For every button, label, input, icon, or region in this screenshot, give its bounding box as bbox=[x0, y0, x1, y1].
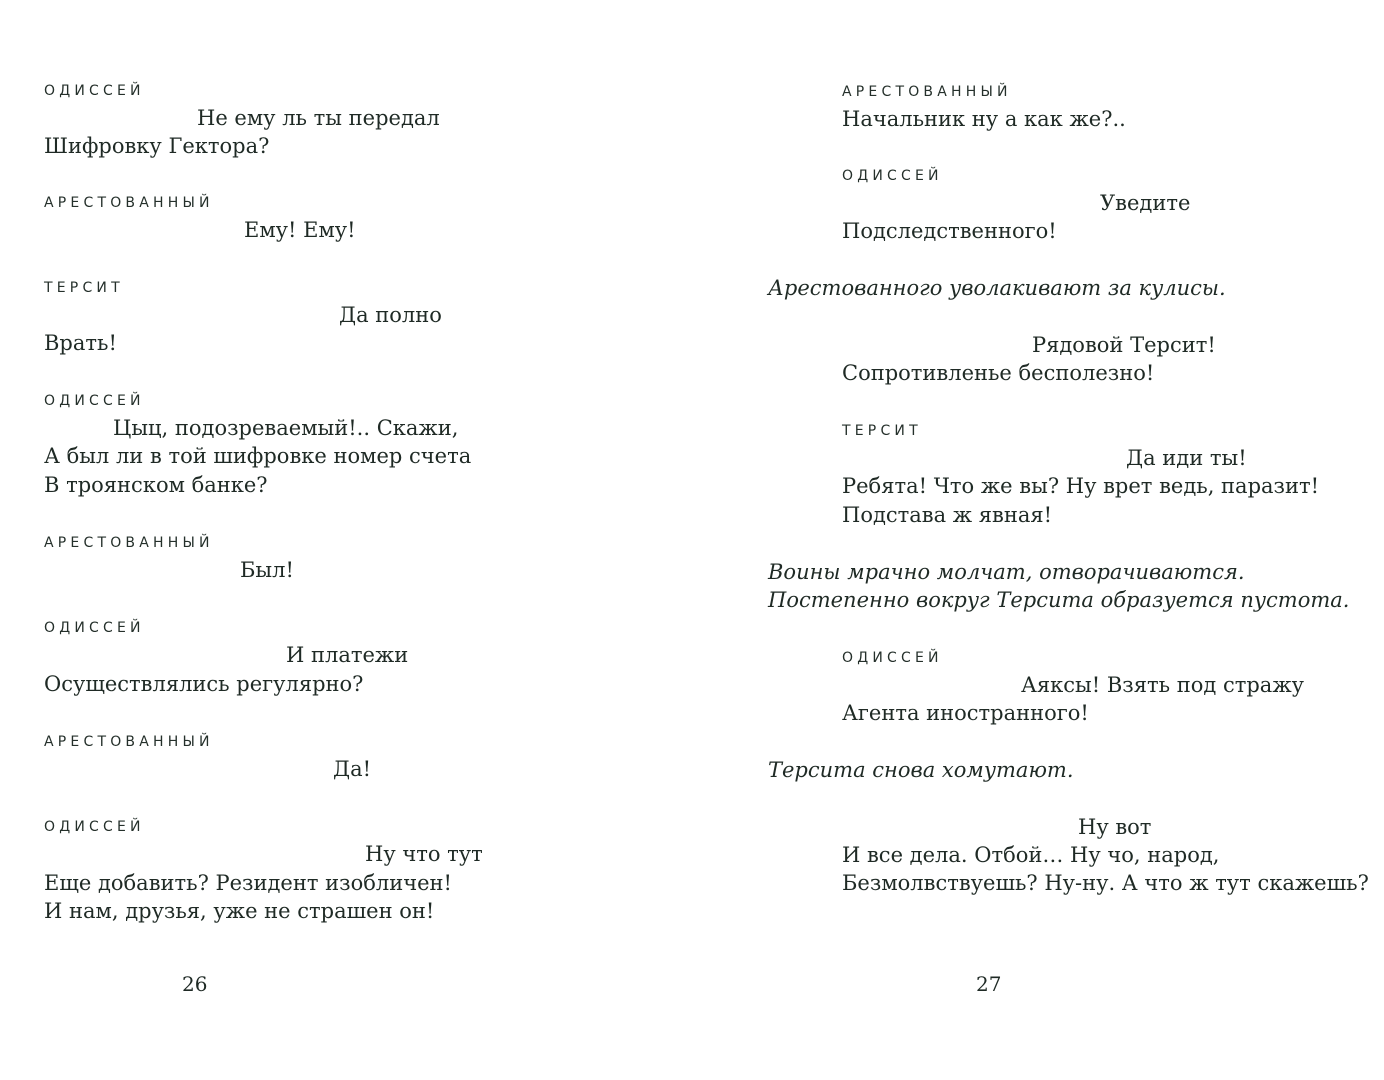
verse-line: Был! bbox=[240, 558, 294, 582]
speaker-name: ТЕРСИТ bbox=[842, 423, 922, 439]
verse-line: Подследственного! bbox=[842, 219, 1057, 243]
verse-line: Да полно bbox=[339, 303, 442, 327]
verse-line: В троянском банке? bbox=[44, 473, 268, 497]
verse-line: И нам, друзья, уже не страшен он! bbox=[44, 899, 435, 923]
speaker-name: ОДИССЕЙ bbox=[44, 83, 145, 99]
verse-line: Ему! Ему! bbox=[244, 218, 356, 242]
stage-direction: Постепенно вокруг Терсита образуется пустота. bbox=[768, 588, 1350, 612]
verse-line: Осуществлялись регулярно? bbox=[44, 672, 364, 696]
speaker-name: ОДИССЕЙ bbox=[842, 650, 943, 666]
stage-direction: Терсита снова хомутают. bbox=[768, 758, 1074, 782]
verse-line: Агента иностранного! bbox=[842, 701, 1089, 725]
verse-line: Цыц, подозреваемый!.. Скажи, bbox=[113, 416, 459, 440]
verse-line: Ну вот bbox=[1078, 815, 1152, 839]
verse-line: Ребята! Что же вы? Ну врет ведь, паразит! bbox=[842, 474, 1320, 498]
verse-line: Начальник ну а как же?.. bbox=[842, 107, 1126, 131]
page-number: 26 bbox=[182, 972, 208, 996]
verse-line: Рядовой Терсит! bbox=[1032, 333, 1216, 357]
speaker-name: АРЕСТОВАННЫЙ bbox=[44, 535, 214, 551]
verse-line: Врать! bbox=[44, 331, 117, 355]
stage-direction: Арестованного уволакивают за кулисы. bbox=[768, 276, 1226, 300]
speaker-name: ОДИССЕЙ bbox=[44, 620, 145, 636]
verse-line: Сопротивленье бесполезно! bbox=[842, 361, 1155, 385]
verse-line: Подстава ж явная! bbox=[842, 503, 1053, 527]
verse-line: Ну что тут bbox=[365, 842, 483, 866]
speaker-name: АРЕСТОВАННЫЙ bbox=[44, 195, 214, 211]
verse-line: Еще добавить? Резидент изобличен! bbox=[44, 871, 452, 895]
verse-line: Шифровку Гектора? bbox=[44, 134, 270, 158]
verse-line: И платежи bbox=[286, 643, 409, 667]
speaker-name: ОДИССЕЙ bbox=[44, 819, 145, 835]
verse-line: И все дела. Отбой… Ну чо, народ, bbox=[842, 843, 1220, 867]
speaker-name: ТЕРСИТ bbox=[44, 280, 124, 296]
verse-line: Аяксы! Взять под стражу bbox=[1021, 673, 1304, 697]
verse-line: Да! bbox=[333, 757, 372, 781]
speaker-name: АРЕСТОВАННЫЙ bbox=[842, 84, 1012, 100]
speaker-name: ОДИССЕЙ bbox=[842, 168, 943, 184]
verse-line: Уведите bbox=[1100, 191, 1191, 215]
right-page bbox=[692, 0, 1384, 1080]
stage-direction: Воины мрачно молчат, отворачиваются. bbox=[768, 560, 1245, 584]
page-number: 27 bbox=[976, 972, 1002, 996]
speaker-name: ОДИССЕЙ bbox=[44, 393, 145, 409]
verse-line: Безмолвствуешь? Ну-ну. А что ж тут скажешь? bbox=[842, 871, 1369, 895]
verse-line: А был ли в той шифровке номер счета bbox=[44, 444, 472, 468]
speaker-name: АРЕСТОВАННЫЙ bbox=[44, 734, 214, 750]
verse-line: Не ему ль ты передал bbox=[197, 106, 440, 130]
verse-line: Да иди ты! bbox=[1126, 446, 1247, 470]
